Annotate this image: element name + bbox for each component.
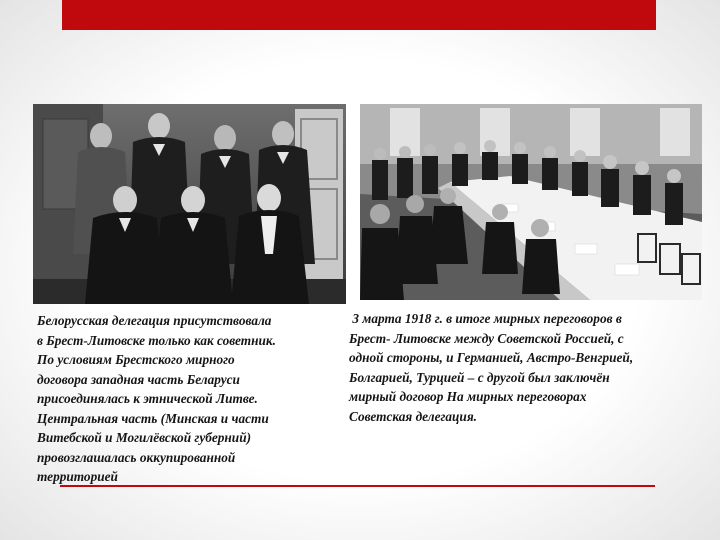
caption-line: договора западная часть Беларуси — [37, 371, 240, 387]
caption-line: Белорусская делегация присутствовала — [37, 313, 272, 328]
caption-line: Болгарией, Турцией – с другой был заключён — [349, 369, 610, 385]
caption-line: одной стороны, и Германией, Австро-Венгрией, — [349, 350, 634, 365]
caption-line: провозглашалась оккупированной — [37, 449, 236, 465]
caption-line: в Брест-Литовске только как советник. — [37, 332, 276, 348]
caption-line: мирный договор На мирных переговорах — [349, 389, 587, 404]
caption-line: присоединялась к этнической Литве. — [37, 391, 258, 406]
delegation-group-photo — [33, 104, 346, 304]
caption-line: Центральная часть (Минская и части — [37, 410, 269, 426]
treaty-caption — [349, 309, 699, 426]
caption-line: территорией — [37, 469, 118, 484]
caption-line: Брест- Литовске между Советской Россией, с — [349, 330, 624, 346]
caption-line: 3 марта 1918 г. в итоге мирных переговоров в — [349, 311, 622, 326]
caption-line: Витебской и Могилёвской губерний) — [37, 430, 252, 445]
header-accent-bar — [62, 0, 656, 30]
caption-line: Советская делегация. — [349, 408, 478, 424]
delegation-caption — [37, 311, 337, 487]
caption-line: По условиям Брестского мирного — [37, 352, 235, 367]
footer-divider — [60, 485, 655, 487]
negotiations-photo — [360, 104, 702, 300]
